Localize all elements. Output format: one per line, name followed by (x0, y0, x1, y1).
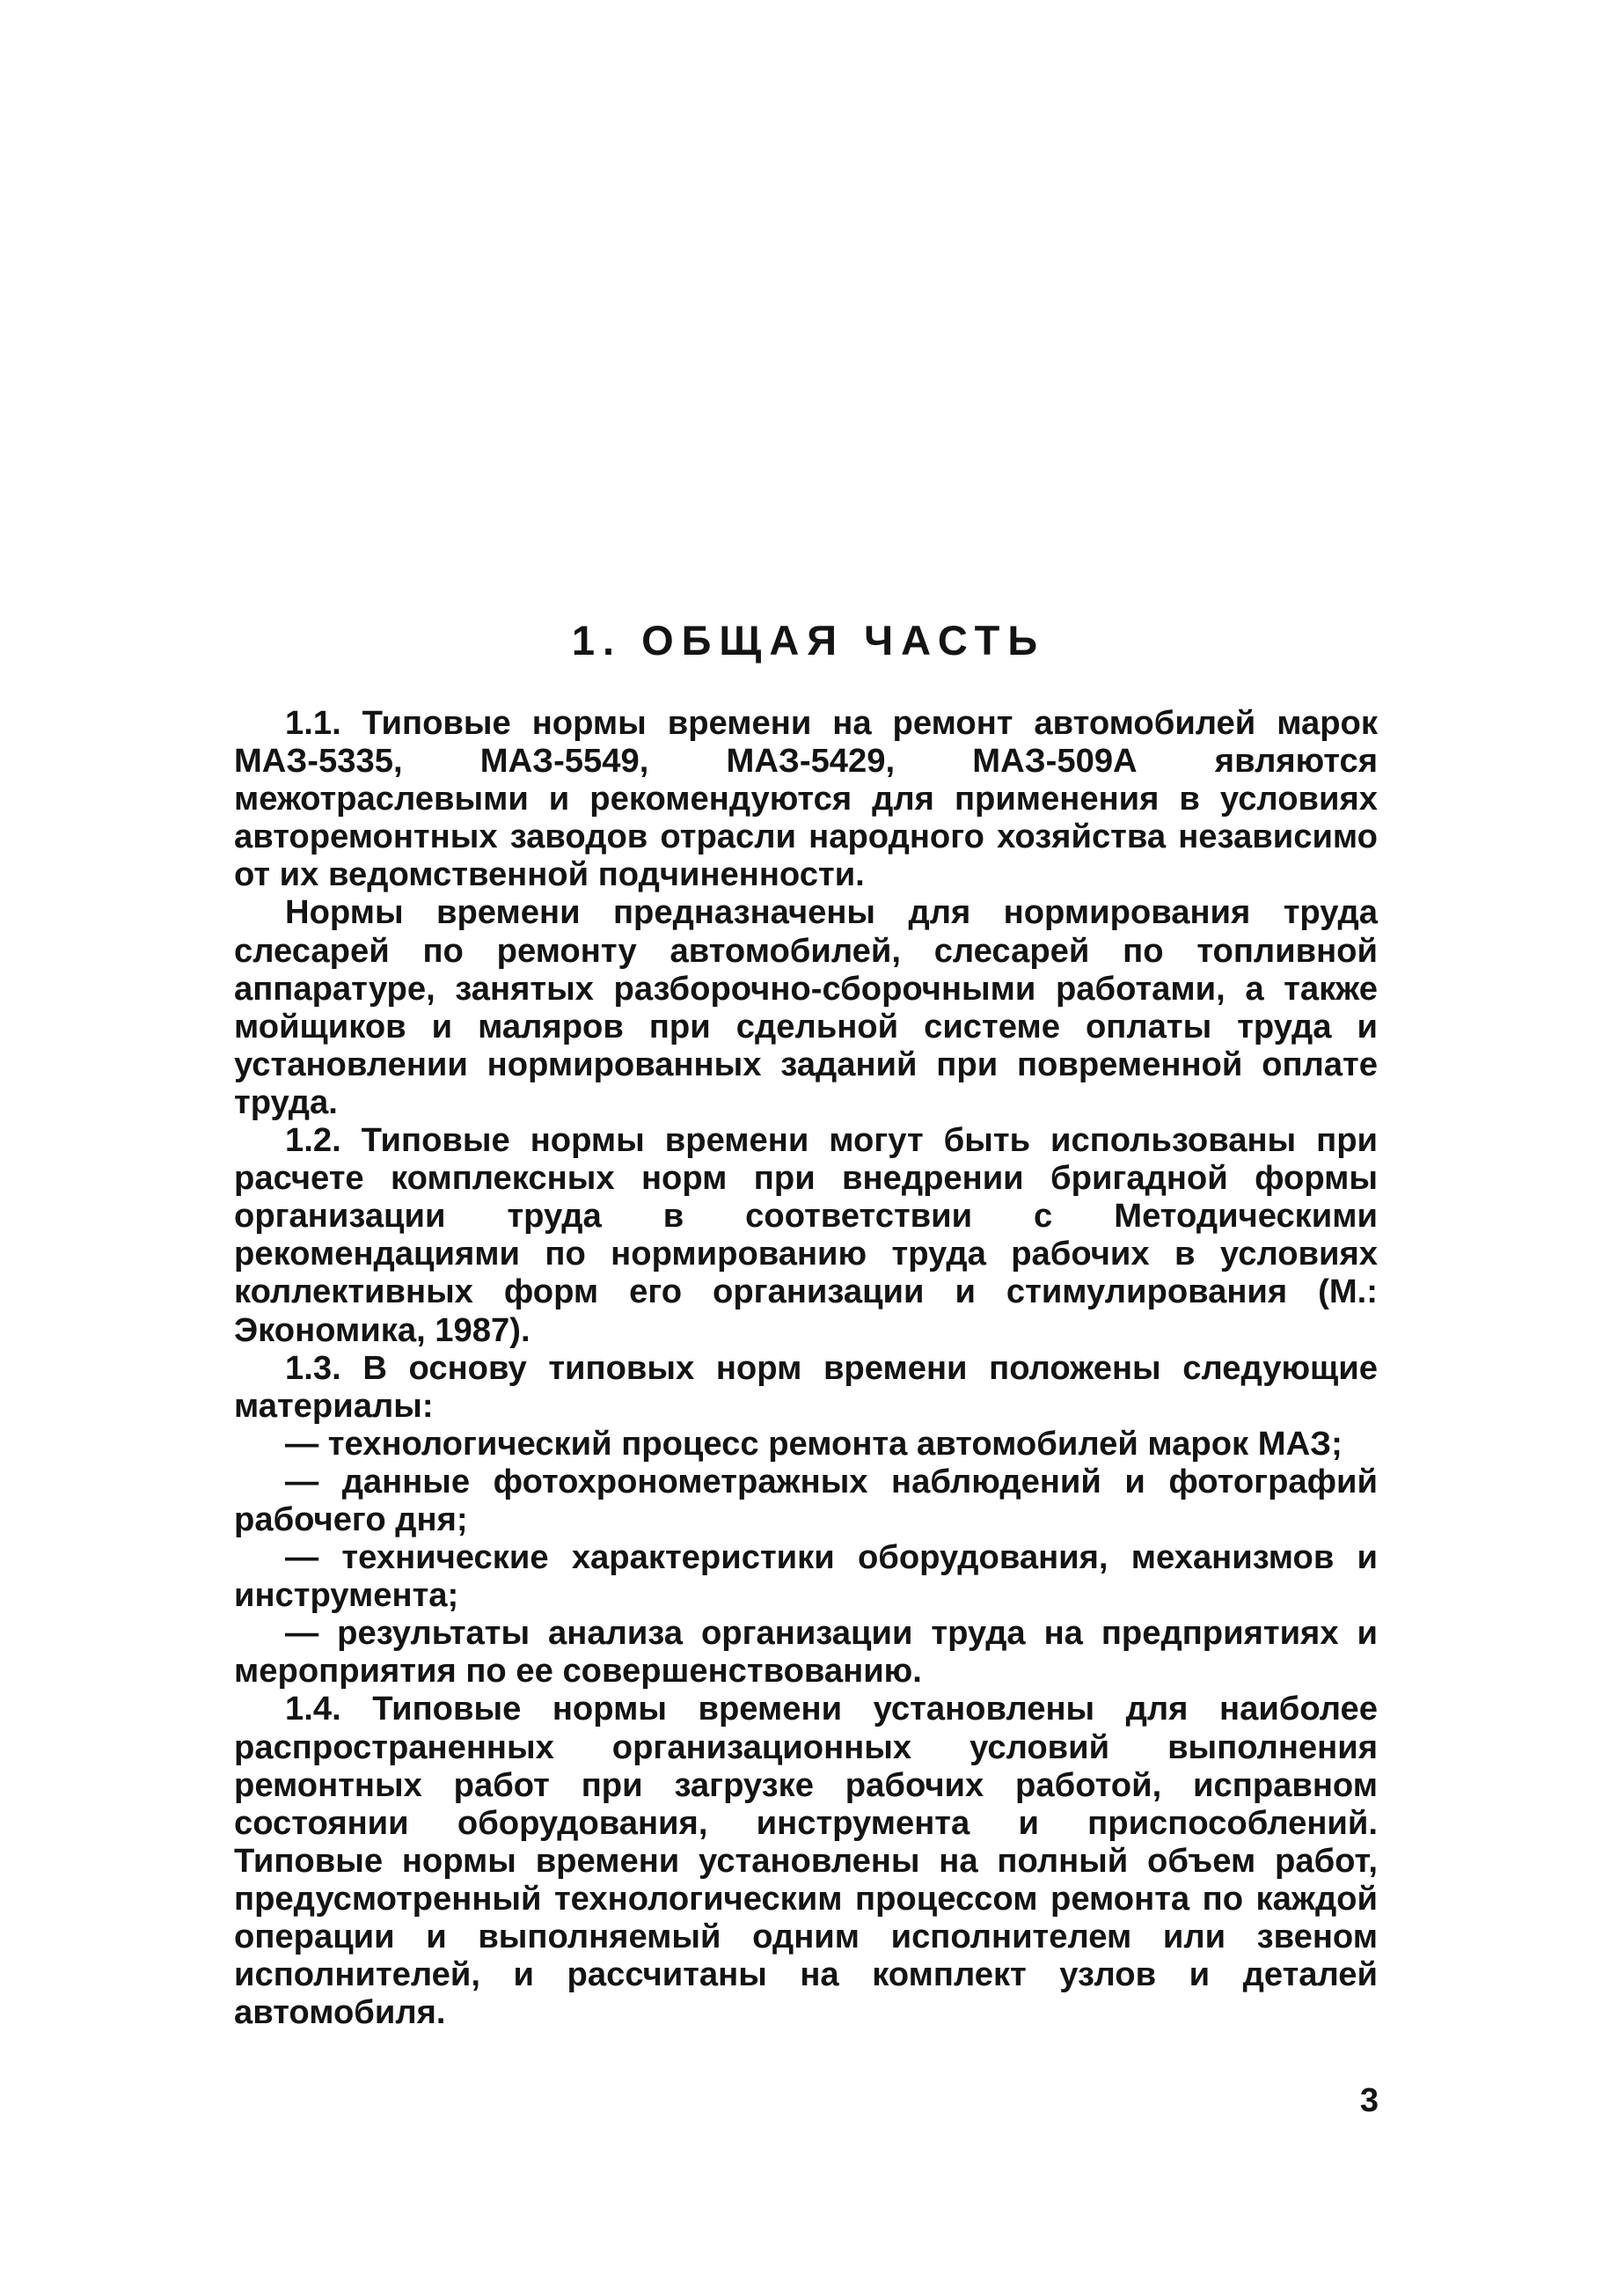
list-item-photo-chronometry: — данные фотохронометражных наблюдений и фотографий рабочего дня; (234, 1462, 1378, 1538)
list-item-tech-process: — технологический процесс ремонта автомобилей марок МАЗ; (285, 1424, 1343, 1463)
paragraph-1-4: 1.4. Типовые нормы времени установлены для наиболее распространенных организационных условий выполнения ремонтных работ при загрузке рабочих работой, исправном состоянии оборудования, инструмента и приспособлений. Типовые нормы времени установлены на полный объем работ, предусмотренный технологическим процессом ремонта по каждой операции и выполняемый одним исполнителем или звеном исполнителей, и рассчитаны на комплект узлов и деталей автомобиля. (234, 1690, 1378, 2032)
section-heading: 1. ОБЩАЯ ЧАСТЬ (571, 617, 1046, 664)
body-text (234, 704, 1378, 2031)
paragraph-1-1: 1.1. Типовые нормы времени на ремонт автомобилей марок МАЗ-5335, МАЗ-5549, МАЗ-5429, МАЗ-509А являются межотраслевыми и рекомендуются для применения в условиях авторемонтных заводов отрасли народного хозяйства независимо от их ведомственной подчиненности. (234, 704, 1378, 894)
list-item-equipment-specs: — технические характеристики оборудования, механизмов и инструмента; (234, 1538, 1378, 1615)
paragraph-1-2: 1.2. Типовые нормы времени могут быть использованы при расчете комплексных норм при внедрении бригадной формы организации труда в соответствии с Методическими рекомендациями по нормированию труда рабочих в условиях коллективных форм его организации и стимулирования (М.: Экономика, 1987). (234, 1121, 1378, 1349)
paragraph-norms-purpose: Нормы времени предназначены для нормирования труда слесарей по ремонту автомобилей, слесарей по топливной аппаратуре, занятых разборочно-сборочными работами, а также мойщиков и маляров при сдельной системе оплаты труда и установлении нормированных заданий при повременной оплате труда. (234, 893, 1378, 1121)
list-item-labor-analysis: — результаты анализа организации труда на предприятиях и мероприятия по ее совершенствованию. (234, 1614, 1378, 1691)
paragraph-1-3: 1.3. В основу типовых норм времени положены следующие материалы: (234, 1348, 1378, 1425)
page-number: 3 (1359, 2082, 1379, 2119)
